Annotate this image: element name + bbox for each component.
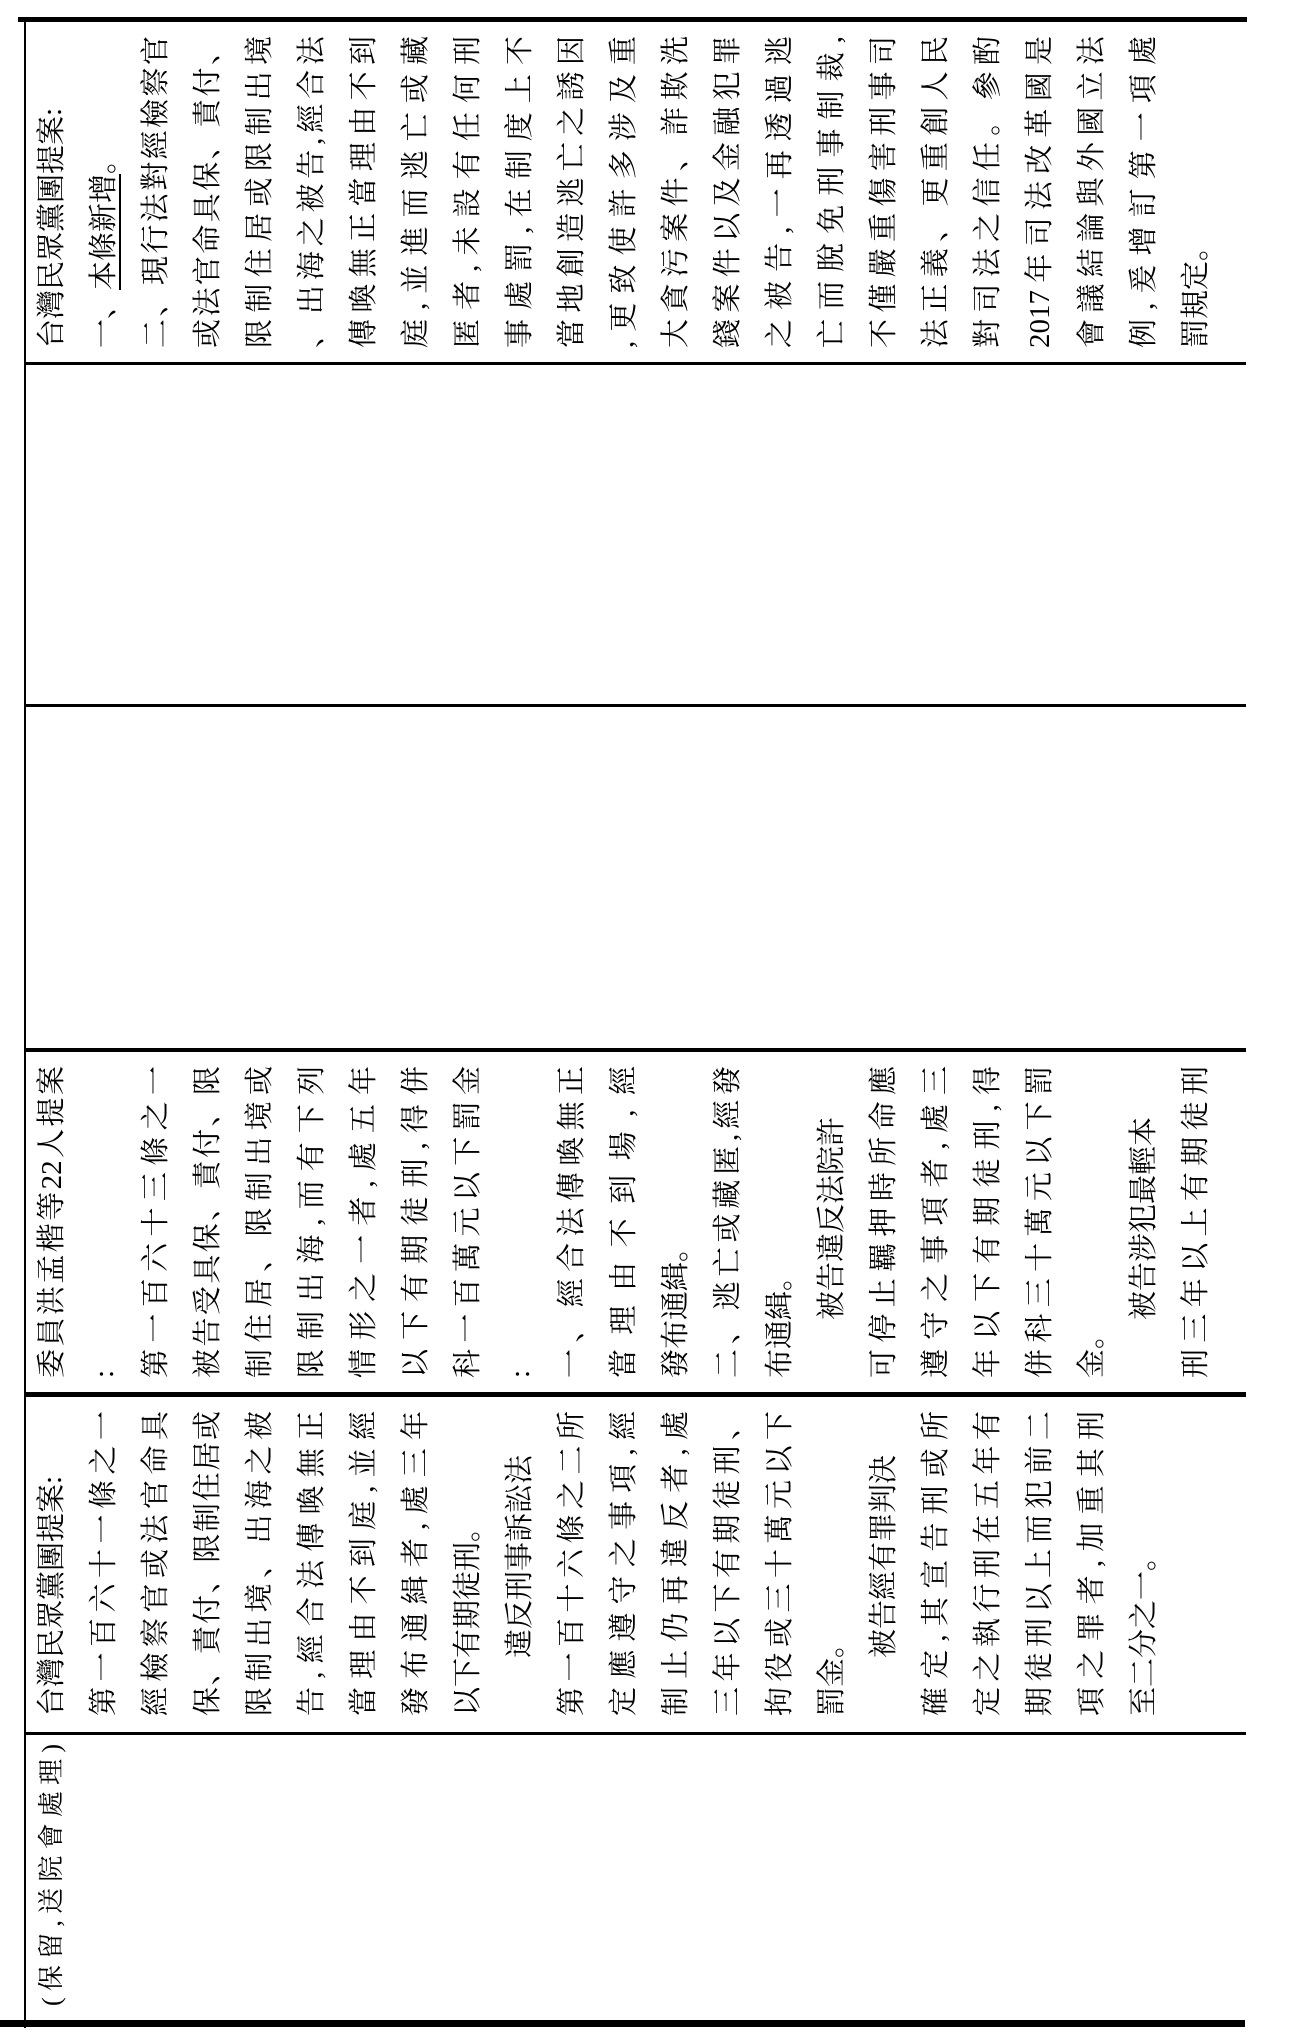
text-line: 二、逃亡或藏匿,經發 (712, 1066, 744, 1378)
underlined-text: 本條新增 (88, 173, 120, 290)
text-line: 發布通緝。 (660, 1232, 692, 1378)
text-line: 二、現行法對經檢察官 (140, 36, 172, 348)
text-line: 項之罪者,加重其刑 (1076, 1411, 1108, 1716)
text-line: 當理由不到庭,並經 (348, 1411, 380, 1716)
text-line: 三年以下有期徒刑、 (712, 1411, 744, 1716)
text-line: 限制出海,而有下列 (296, 1066, 328, 1378)
text-line: 被告受具保、責付、限 (192, 1066, 224, 1378)
text-line: 對司法之信任。參酌 (972, 36, 1004, 348)
text-line: 一、本條新增。 (88, 144, 120, 348)
text-line: 被告違反法院許 (816, 1116, 848, 1378)
text-line: 庭,並進而逃亡或藏 (400, 36, 432, 348)
text-line: 制止仍再違反者,處 (660, 1411, 692, 1716)
text-line: 傳喚無正當理由不到 (348, 36, 380, 348)
cell-review-result (26, 1744, 78, 2006)
text-line: 布通緝。 (764, 1261, 796, 1378)
text-line: 以下有期徒刑。 (452, 1512, 484, 1716)
cell-tpp-explanation (26, 36, 1222, 348)
text-line: 會議結論與外國立法 (1076, 36, 1108, 348)
text-line: 第一百十六條之二所 (556, 1411, 588, 1716)
text-line: 當地創造逃亡之誘因 (556, 36, 588, 348)
text-line: 被告涉犯最輕本 (1128, 1116, 1160, 1378)
column-separator-4 (24, 704, 1246, 707)
text-line: 經檢察官或法官命具 (140, 1411, 172, 1716)
text-line: 第一百六十一條之一 (88, 1411, 120, 1716)
text-line: 拘役或三十萬元以下 (764, 1411, 796, 1716)
text-line: 當理由不到場,經 (608, 1066, 640, 1378)
cell-tpp-proposal (26, 1411, 1170, 1716)
text-line: 違反刑事訴訟法 (504, 1454, 536, 1716)
text-line: 期徒刑以上而犯前二 (1024, 1411, 1056, 1716)
text-line: 確定,其宣告刑或所 (920, 1411, 952, 1716)
text-line: 亡而脫免刑事制裁, (816, 36, 848, 348)
text-line: 罰金。 (816, 1628, 848, 1716)
text-line: 匿者,未設有任何刑 (452, 36, 484, 348)
text-line: (保留,送院會處理) (37, 1744, 66, 2006)
text-line: 情形之一者,處五年 (348, 1066, 380, 1378)
text-line: 制住居、限制出境或 (244, 1066, 276, 1378)
text-line: 台灣民眾黨團提案: (36, 107, 68, 348)
text-line: 或法官命具保、責付、 (192, 36, 224, 348)
text-line: 至二分之一。 (1128, 1541, 1160, 1716)
text-line: : (504, 1369, 536, 1378)
text-line: 台灣民眾黨團提案: (36, 1475, 68, 1716)
text-line: 罰規定。 (1180, 231, 1212, 348)
table-border-right (18, 17, 1247, 22)
text-line: 2017年司法改革國是 (1024, 36, 1056, 348)
text-line: 金。 (1076, 1319, 1108, 1378)
text-line: 、出海之被告,經合法 (296, 36, 328, 348)
text-line: 例,爰增訂第一項處 (1128, 36, 1160, 348)
text-line: 大貪污案件、詐欺洗 (660, 36, 692, 348)
text-line: 不僅嚴重傷害刑事司 (868, 36, 900, 348)
text-line: 委員洪孟楷等22人提案 (36, 1066, 68, 1378)
text-line: 法正義、更重創人民 (920, 36, 952, 348)
text-line: 告,經合法傳喚無正 (296, 1411, 328, 1716)
text-line: 刑三年以上有期徒刑 (1180, 1066, 1212, 1378)
cell-hong-mengkai-proposal (26, 1066, 1222, 1378)
text-line: 錢案件以及金融犯罪 (712, 36, 744, 348)
text-line: 定之執行刑在五年有 (972, 1411, 1004, 1716)
column-separator-1 (24, 1732, 1246, 1735)
text-line: 事處罰,在制度上不 (504, 36, 536, 348)
text-line: 以下有期徒刑,得併 (400, 1066, 432, 1378)
text-line: 遵守之事項者,處三 (920, 1066, 952, 1378)
text-line: 定應遵守之事項,經 (608, 1411, 640, 1716)
text-line: : (88, 1369, 120, 1378)
column-separator-2 (24, 1392, 1246, 1397)
text-line: 保、責付、限制住居或 (192, 1411, 224, 1716)
text-line: 被告經有罪判決 (868, 1454, 900, 1716)
text-line: ,更致使許多涉及重 (608, 36, 640, 348)
text-line: 併科三十萬元以下罰 (1024, 1066, 1056, 1378)
table-border-left (0, 2020, 1245, 2027)
text-line: 可停止羈押時所命應 (868, 1066, 900, 1378)
column-separator-5 (24, 362, 1246, 365)
text-line: 一、經合法傳喚無正 (556, 1066, 588, 1378)
text-line: 科一百萬元以下罰金 (452, 1066, 484, 1378)
text-line: 之被告,一再透過逃 (764, 36, 796, 348)
text-line: 限制出境、出海之被 (244, 1411, 276, 1716)
text-line: 發布通緝者,處三年 (400, 1411, 432, 1716)
column-separator-3 (24, 1048, 1246, 1052)
text-line: 限制住居或限制出境 (244, 36, 276, 348)
text-line: 第一百六十三條之一 (140, 1066, 172, 1378)
text-line: 年以下有期徒刑,得 (972, 1066, 1004, 1378)
